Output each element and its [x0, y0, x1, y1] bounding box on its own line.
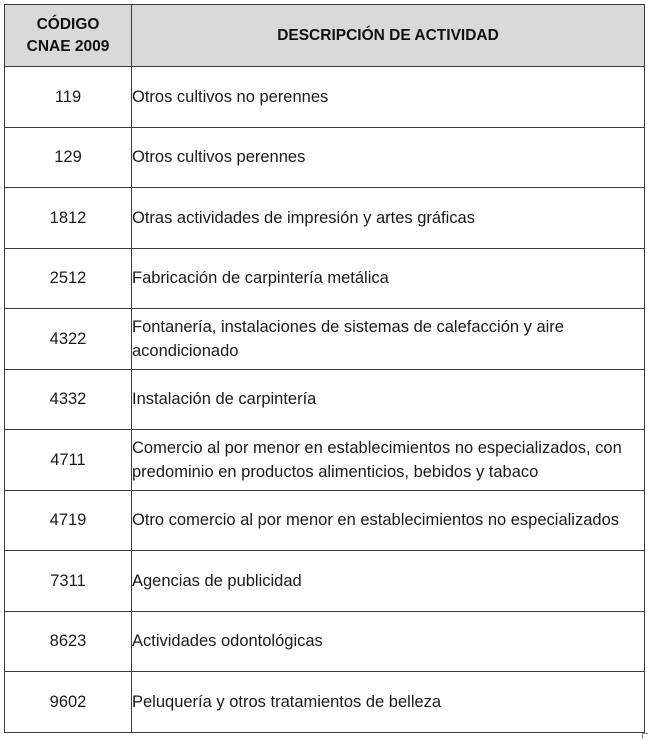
description-cell: Instalación de carpintería — [132, 369, 645, 430]
code-cell: 4719 — [5, 490, 132, 551]
table-row — [5, 672, 645, 733]
table-row — [5, 127, 645, 188]
table-row — [5, 309, 645, 370]
code-cell: 8623 — [5, 611, 132, 672]
code-cell: 7311 — [5, 551, 132, 612]
table-row — [5, 490, 645, 551]
code-header-line2: CNAE 2009 — [26, 37, 110, 55]
table-row — [5, 430, 645, 491]
description-column-header: DESCRIPCIÓN DE ACTIVIDAD — [132, 5, 645, 67]
table-body — [5, 67, 645, 733]
code-cell: 119 — [5, 67, 132, 128]
code-cell: 4332 — [5, 369, 132, 430]
code-cell: 9602 — [5, 672, 132, 733]
description-cell: Actividades odontológicas — [132, 611, 645, 672]
description-cell: Comercio al por menor en establecimientos no especializados, con predominio en productos alimenticios, bebidos y tabaco — [132, 430, 645, 491]
code-column-header — [5, 5, 132, 67]
description-cell: Peluquería y otros tratamientos de belleza — [132, 672, 645, 733]
table-row — [5, 611, 645, 672]
description-cell: Otras actividades de impresión y artes gráficas — [132, 188, 645, 249]
description-cell: Agencias de publicidad — [132, 551, 645, 612]
description-cell: Otro comercio al por menor en establecimientos no especializados — [132, 490, 645, 551]
table-row — [5, 67, 645, 128]
table-row — [5, 551, 645, 612]
page-corner-mark — [642, 733, 648, 739]
cnae-activity-table — [4, 4, 645, 733]
description-cell: Otros cultivos no perennes — [132, 67, 645, 128]
description-cell: Fabricación de carpintería metálica — [132, 248, 645, 309]
table-row — [5, 369, 645, 430]
table-header — [5, 5, 645, 67]
code-cell: 4711 — [5, 430, 132, 491]
table-row — [5, 248, 645, 309]
header-row — [5, 5, 645, 67]
code-cell: 1812 — [5, 188, 132, 249]
code-cell: 2512 — [5, 248, 132, 309]
description-cell: Otros cultivos perennes — [132, 127, 645, 188]
description-cell: Fontanería, instalaciones de sistemas de calefacción y aire acondicionado — [132, 309, 645, 370]
code-cell: 129 — [5, 127, 132, 188]
code-header-line1: CÓDIGO — [36, 15, 100, 33]
table-row — [5, 188, 645, 249]
code-cell: 4322 — [5, 309, 132, 370]
